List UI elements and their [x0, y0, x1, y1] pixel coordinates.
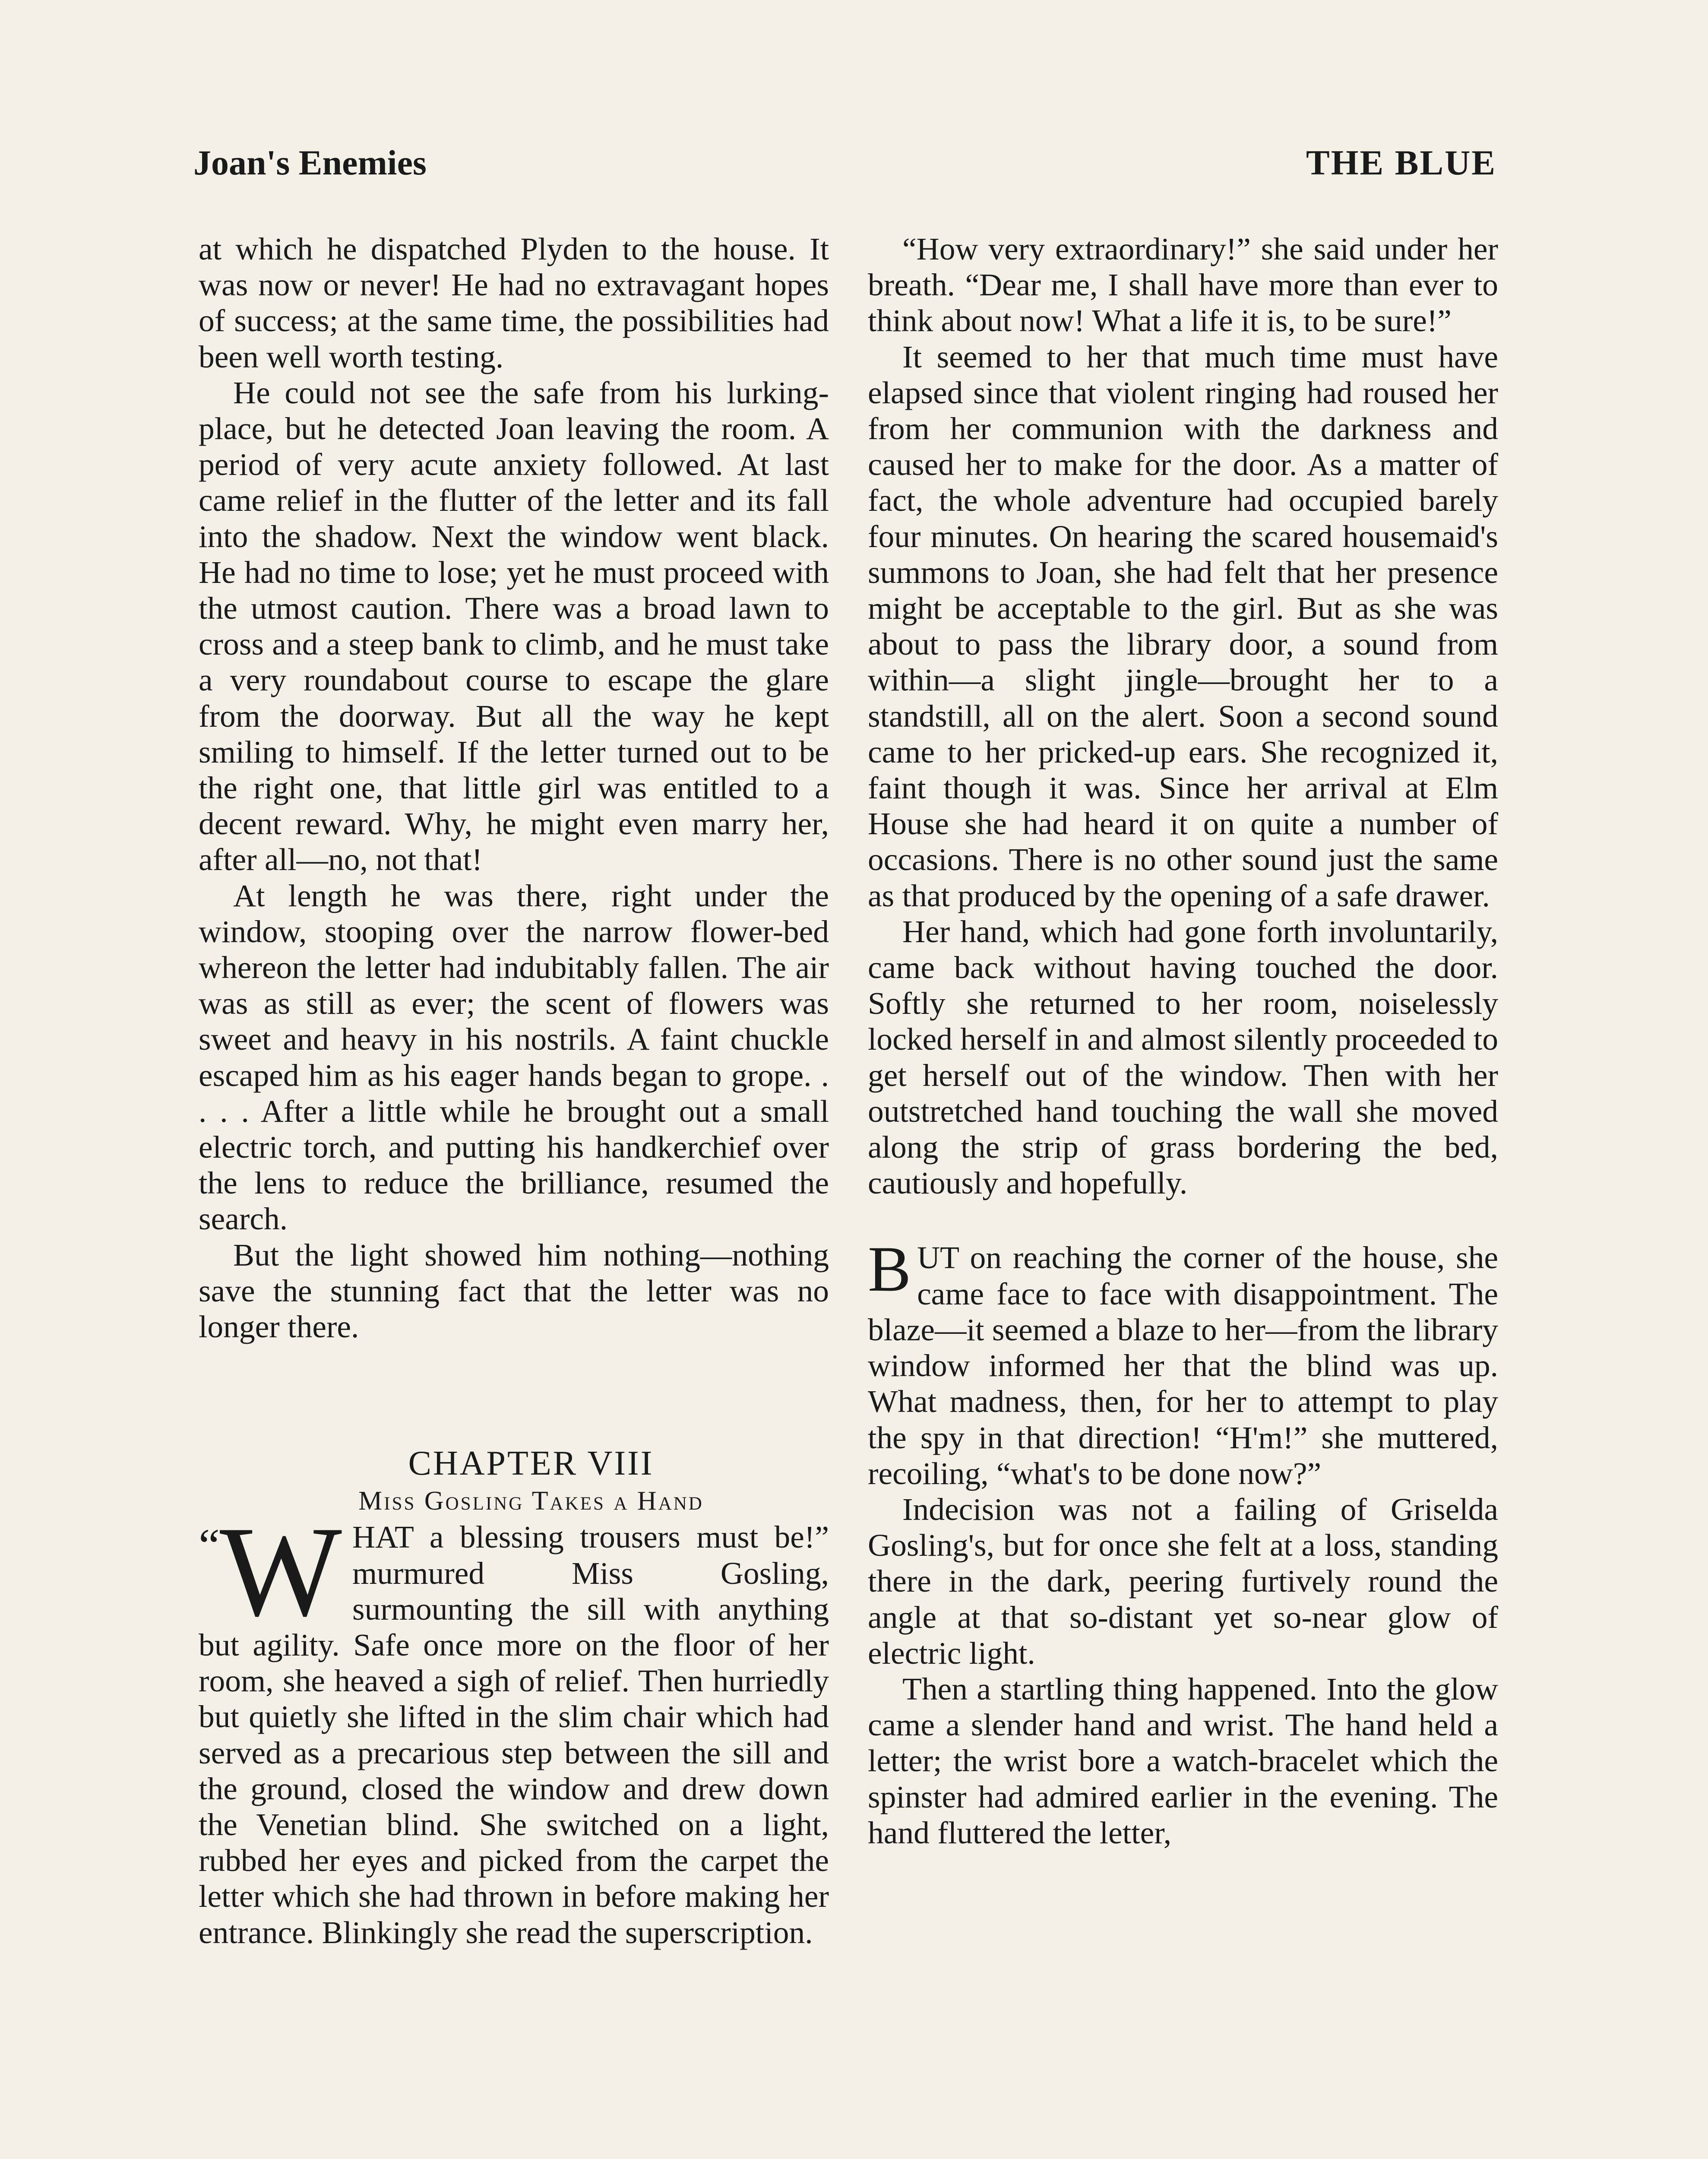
paragraph: Her hand, which had gone forth involuntarily, came back without having touched the door. Softly she returned to her room, noiselessly locked herself in and almost silently proceeded to get herself out of the window. Then with her outstretched hand touching the wall she moved along the strip of grass bordering the bed, cautiously and hopefully. [868, 914, 1498, 1201]
drop-cap-letter: B [868, 1233, 911, 1305]
section-break [868, 1201, 1498, 1240]
paragraph-text: UT on reaching the corner of the house, she came face to face with disappointment. The blaze—it seemed a blaze to her—from the library window informed her that the blind was up. What madness, then, for her to attempt to play the spy in that direction! “H'm!” she muttered, recoiling, “what's to be done now?” [868, 1240, 1498, 1491]
spacer [199, 1345, 829, 1444]
paragraph-text: HAT a blessing trousers must be!” murmured Miss Gosling, surmounting the sill with anything but agility. Safe once more on the floor of her room, she heaved a sigh of relief. Then hurriedly but quietly she lifted in the slim chair which had served as a precarious step between the sill and the ground, closed the window and drew down the Venetian blind. She switched on a light, rubbed her eyes and picked from the carpet the letter which she had thrown in before making her entrance. Blinkingly she read the superscription. [199, 1520, 829, 1950]
paragraph: At length he was there, right under the window, stooping over the narrow flower-bed whereon the letter had indubitably fallen. The air was as still as ever; the scent of flowers was sweet and heavy in his nostrils. A faint chuckle escaped him as his eager hands began to grope. . . . . After a little while he brought out a small electric torch, and putting his handkerchief over the lens to reduce the brilliance, resumed the search. [199, 878, 829, 1237]
chapter-title: CHAPTER VIII [408, 1444, 654, 1483]
paragraph: It seemed to her that much time must have elapsed since that violent ringing had roused her from her communion with the darkness and caused her to make for the door. As a matter of fact, the whole adventure had occupied barely four minutes. On hearing the scared housemaid's summons to Joan, she had felt that her presence might be acceptable to the girl. But as she was about to pass the library door, a sound from within—a slight jingle—brought her to a standstill, all on the alert. Soon a second sound came to her pricked-up ears. She recognized it, faint though it was. Since her arrival at Elm House she had heard it on quite a number of occasions. There is no other sound just the same as that produced by the opening of a safe drawer. [868, 339, 1498, 913]
paragraph: Then a startling thing happened. Into the glow came a slender hand and wrist. The hand held a letter; the wrist bore a watch-bracelet which the spinster had admired earlier in the evening. The hand fluttered the letter, [868, 1671, 1498, 1850]
story-title: Joan's Enemies [193, 143, 427, 182]
left-column [199, 231, 829, 1950]
paragraph: “How very extraordinary!” she said under her breath. “Dear me, I shall have more than ever to think about now! What a life it is, to be sure!” [868, 231, 1498, 339]
right-column [868, 231, 1498, 1851]
chapter-subtitle: Miss Gosling Takes a Hand [358, 1486, 704, 1516]
running-head [193, 142, 1496, 194]
paragraph: He could not see the safe from his lurking-place, but he detected Joan leaving the room. A period of very acute anxiety followed. At last came relief in the flutter of the letter and its fall into the shadow. Next the window went black. He had no time to lose; yet he must proceed with the utmost caution. There was a broad lawn to cross and a steep bank to climb, and he must take a very roundabout course to escape the glare from the doorway. But all the way he kept smiling to himself. If the letter turned out to be the right one, that little girl was entitled to a decent reward. Why, he might even marry her, after all—no, not that! [199, 375, 829, 877]
paragraph: at which he dispatched Plyden to the house. It was now or never! He had no extravagant hopes of success; at the same time, the possibilities had been well worth testing. [199, 231, 829, 374]
section-paragraph [868, 1233, 1498, 1491]
drop-cap [199, 1500, 342, 1643]
magazine-name: THE BLUE [1306, 143, 1496, 182]
paragraph: But the light showed him nothing—nothing save the stunning fact that the letter was no longer there. [199, 1237, 829, 1345]
drop-cap-quote: “ [199, 1519, 220, 1572]
paragraph: Indecision was not a failing of Griselda Gosling's, but for once she felt at a loss, standing there in the dark, peering furtively round the angle at that so-distant yet so-near glow of electric light. [868, 1491, 1498, 1671]
drop-cap-letter: W [219, 1500, 342, 1643]
